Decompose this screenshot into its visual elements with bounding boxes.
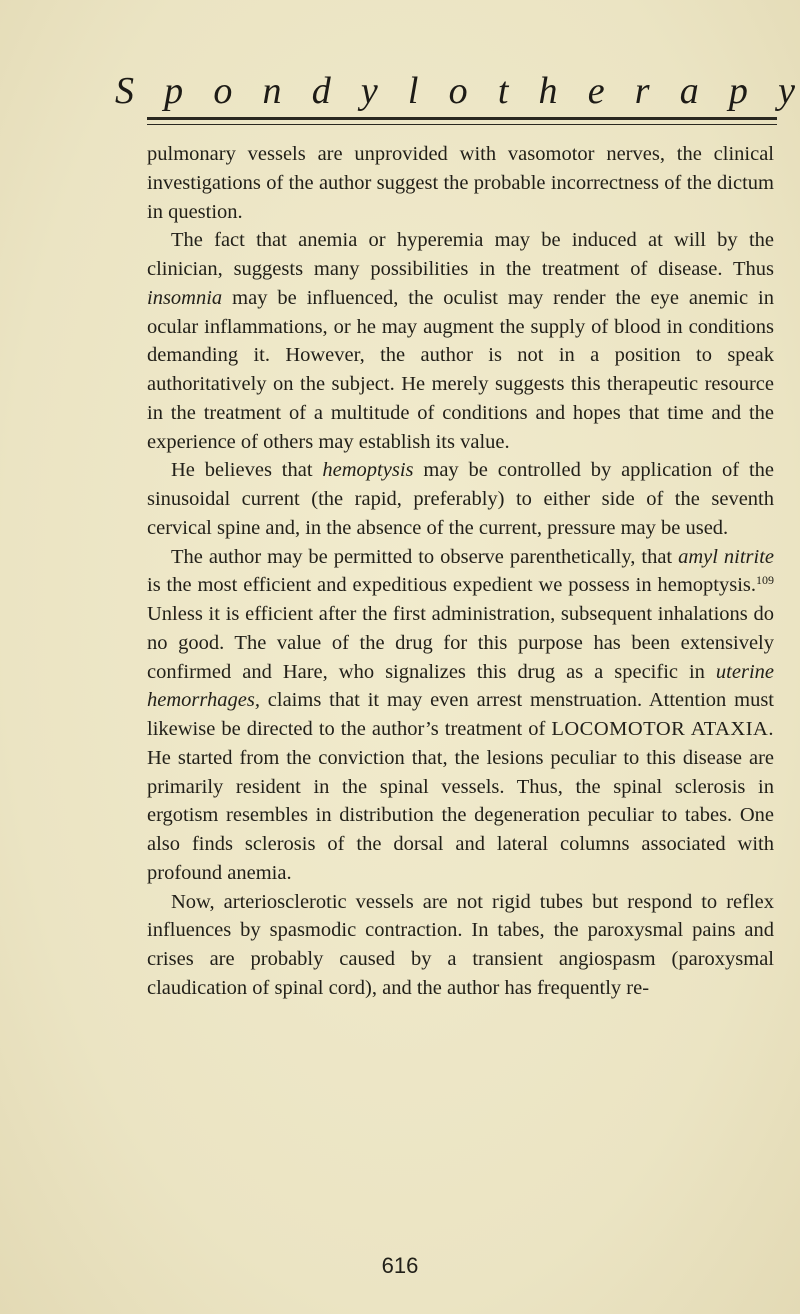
running-head-letter: l xyxy=(407,70,419,112)
paragraph-text: may be influenced, the oculist may render the eye anemic in ocular inflammations, or he may augment the supply of blood in conditions demanding it. However, the author is not in a position to speak authoritatively on the subject. He merely suggests this therapeutic resource in the treatment of a multitude of conditions and hopes that time and the experience of others may establish its value. xyxy=(147,286,774,453)
paragraph-text: Unless it is efficient after the first administration, subsequent inhalations do no good. The value of the drug for this purpose has been extensively confirmed and Hare, who signalizes this drug as a specific in xyxy=(147,603,774,683)
italic-term: insomnia xyxy=(147,286,223,309)
paragraph-text: is the most efficient and expeditious expedient we possess in hemoptysis. xyxy=(147,574,756,597)
small-caps-heading: LOCOMOTOR ATAXIA. xyxy=(551,718,774,740)
paragraph-text: Now, arteriosclerotic vessels are not rigid tubes but respond to reflex influences by spasmodic contraction. In tabes, the paroxysmal pains and crises are probably caused by a transient angiospasm (paroxysmal claudication of spinal cord), and the author has frequently re- xyxy=(147,890,774,999)
paragraph xyxy=(147,456,774,542)
header-rule-thick xyxy=(147,117,777,120)
italic-term: uterine hemorrhages, xyxy=(147,660,774,712)
paragraph-text: may be controlled by application of the sinusoidal current (the rapid, preferably) to either side of the seventh cervical spine and, in the absence of the current, pressure may be used. xyxy=(147,459,774,539)
running-head-letter: r xyxy=(634,70,650,112)
footnote-reference: 109 xyxy=(756,573,774,588)
running-head-letter: S xyxy=(115,70,134,112)
running-head-letter: o xyxy=(213,70,233,112)
paragraph-text: claims that it may even arrest menstruation. Attention must likewise be directed to the author’s treatment of xyxy=(147,689,774,740)
running-head-letter: h xyxy=(538,70,558,112)
running-head-letter: e xyxy=(587,70,605,112)
italic-term: hemoptysis xyxy=(322,459,414,482)
running-head-letter: p xyxy=(164,70,184,112)
paragraph-text: The author may be permitted to observe parenthetically, that xyxy=(171,545,679,568)
running-head-letter: t xyxy=(497,70,509,112)
running-head-letter: y xyxy=(778,70,795,112)
body-text xyxy=(147,140,774,1003)
running-head-letter: a xyxy=(679,70,699,112)
running-head-letter: n xyxy=(262,70,282,112)
header-rule-thin xyxy=(147,124,777,125)
running-head-letter: o xyxy=(448,70,468,112)
running-head-letter: y xyxy=(360,70,378,112)
paragraph-text: pulmonary vessels are unprovided with vasomotor nerves, the clinical investigations of the author suggest the probable incorrectness of the dictum in question. xyxy=(147,143,774,223)
running-head-letter: d xyxy=(311,70,331,112)
page-number: 616 xyxy=(381,1253,419,1278)
running-head-letter: p xyxy=(728,70,748,112)
paragraph-text: He believes that xyxy=(171,459,323,482)
paragraph-text: He started from the conviction that, the lesions peculiar to this disease are primarily resident in the spinal vessels. Thus, the spinal sclerosis in ergotism resembles in distribution the degeneration peculiar to tabes. One also finds sclerosis of the dorsal and lateral columns associated with profound anemia. xyxy=(147,746,774,884)
paragraph xyxy=(147,226,774,456)
paragraph xyxy=(147,543,774,888)
paragraph-text: The fact that anemia or hyperemia may be induced at will by the clinician, suggests many possibilities in the treatment of disease. Thus xyxy=(147,229,774,280)
italic-term: amyl nitrite xyxy=(678,545,774,568)
paragraph xyxy=(147,888,774,1003)
running-head xyxy=(115,66,795,116)
paragraph xyxy=(147,140,774,226)
